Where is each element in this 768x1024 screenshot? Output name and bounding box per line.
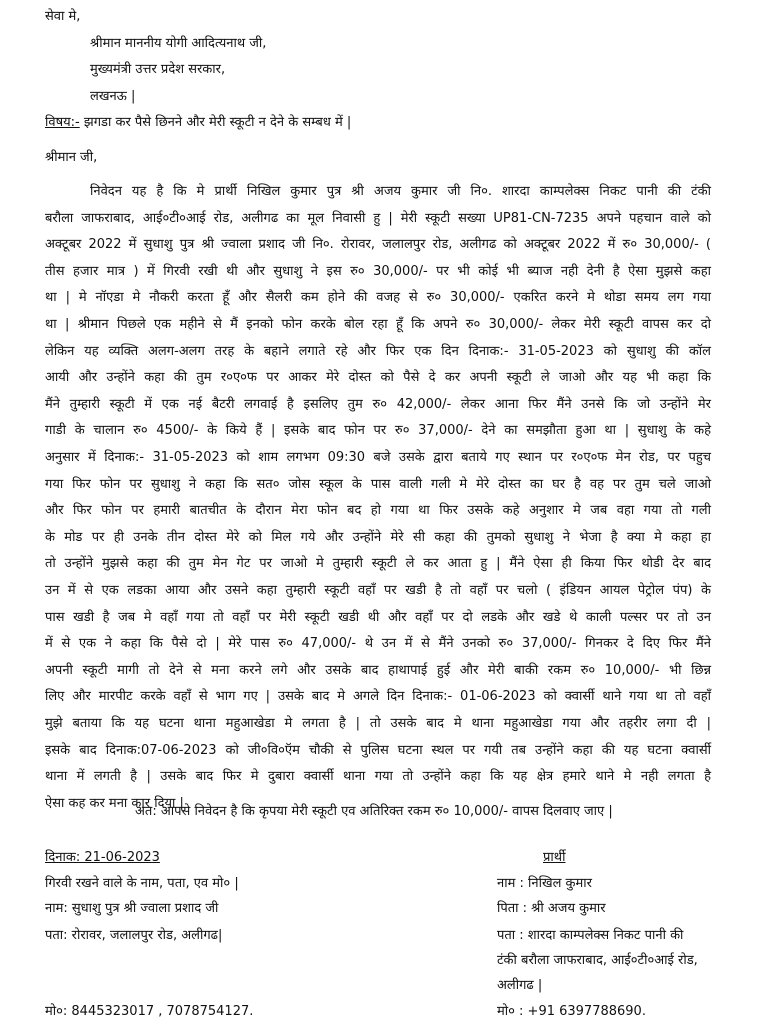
body-line: मैंने तुम्हारी स्कूटी में एक नई बैटरी लगवाई है इसलिए तुम रु० 42,000/- लेकर आना फिर मैंने उनसे कि जो उन्होंने मेर <box>45 397 711 412</box>
body-line: गाडी के चालान रु० 4500/- के किये हैं | इसके बाद फोन पर रु० 37,000/- देने का समझौता हुआ था | सुधाशु के कहे <box>45 423 711 438</box>
body-line: अपनी स्कूटी मागी तो देने से मना करने लगे और उसके बाद हाथापाई हुई और मेरी बाकी रकम रु० 10,000/- भी छिन्न <box>45 663 711 678</box>
body-line: था | मे नॉएडा मे नौकरी करता हूँ और सैलरी कम होने की वजह से रु० 30,000/- एकरित करने मे थोडा समय लग गया <box>45 290 711 305</box>
body-line: पास खडी है जब मे वहाँ गया तो वहाँ पर मेरी स्कूटी खडी थी और वहाँ पर दो लडके और खडे थे काली पल्सर पर तो उन <box>45 610 711 625</box>
body-line: लिए और मारपीट करके वहाँ से भाग गए | उसके बाद मे अगले दिन दिनाक:- 01-06-2023 को क्वार्सी थाने गया था तो वहाँ <box>45 689 711 704</box>
subject-label: विषय:- <box>45 115 80 130</box>
applicant-father: पिता : श्री अजय कुमार <box>497 901 606 916</box>
pledgee-address: पता: रोरावर, जलालपुर रोड, अलीगढ| <box>45 928 223 943</box>
body-line: मुझे बताया कि यह घटना थाना महुआखेडा मे लगता है | तो उसके बाद मे थाना महुआखेडा गया और तहरीर लगा दी | <box>45 716 711 731</box>
body-line: तो उन्होंने मुझसे कहा की तुम मेन गेट पर जाओ मे तुम्हारी स्कूटी ले कर आता हु | मैंने ऐसा ही किया फिर थोडी देर बाद <box>45 556 711 571</box>
recipient-line-1: श्रीमान माननीय योगी आदित्यनाथ जी, <box>90 36 267 51</box>
subject-line <box>45 114 351 132</box>
body-line: इसके बाद दिनाक:07-06-2023 को जी०वि०ऍम चौकी से पुलिस घटना स्थल पर गयी तब उन्होंने कहा की यह घटना क्वार्सी <box>45 743 711 758</box>
applicant-address-2: टंकी बरौला जाफराबाद, आई०टी०आई रोड, <box>497 953 698 968</box>
pledgee-mobile: मो०: 8445323017 , 7078754127. <box>45 1004 254 1019</box>
body-line: अक्टूबर 2022 में सुधाशु पुत्र श्री ज्वाला प्रशाद जी नि०. रोरावर, जलालपुर रोड, अलीगढ को अक्टूबर 2022 में रु० 30,000/- ( <box>45 237 711 252</box>
body-line: आयी और उन्होंने कहा की तुम र०ए०फ पर आकर मेरे दोस्त को पैसे दे कर अपनी स्कूटी ले जाओ और यह भी कहा कि <box>45 370 711 385</box>
subject-text: झगडा कर पैसे छिनने और मेरी स्कूटी न देने के सम्बध में | <box>79 115 352 130</box>
body-line: निवेदन यह है कि मे प्रार्थी निखिल कुमार पुत्र श्री अजय कुमार जी नि०. शारदा काम्पलेक्स निकट पानी की टंकी <box>90 184 711 199</box>
body-line: थाना में लगती है | उसके बाद फिर मे दुबारा क्वार्सी थाना गया तो उन्होंने कहा कि यह क्षेत्र हमारे थाने मे नही लगता है <box>45 769 711 784</box>
recipient-line-2: मुख्यमंत्री उत्तर प्रदेश सरकार, <box>90 62 226 77</box>
body-line: था | श्रीमान पिछले एक महीने से मैं इनको फोन करके बोल रहा हूँ कि अपने रु० 30,000/- लेकर मेरी स्कूटी वापस कर दो <box>45 317 711 332</box>
salutation: सेवा मे, <box>45 9 81 24</box>
applicant-heading: प्रार्थी <box>543 850 566 865</box>
body-line: उन में से एक लडका आया और उसने कहा तुम्हारी स्कूटी वहाँ पर खडी है तो वहाँ पर चलो ( इंडियन आयल पेट्रोल पंप) के <box>45 583 711 598</box>
body-line: तीस हजार मात्र ) में गिरवी रखी थी और सुधाशु ने इस रु० 30,000/- पर भी कोई भी ब्याज नही देनी है ऐसा मुझसे कहा <box>45 264 711 279</box>
applicant-name: नाम : निखिल कुमार <box>497 876 592 891</box>
applicant-address-3: अलीगढ | <box>497 978 543 993</box>
body-line: और फिर फोन पर हमारी बातचीत के दौरान मेरा फोन बद हो गया था फिर उसके कहे अनुशार मे जब वहा गया तो गली <box>45 503 711 518</box>
pledgee-name: नाम: सुधाशु पुत्र श्री ज्वाला प्रशाद जी <box>45 901 219 916</box>
request-line: अत: आपसे निवेदन है कि कृपया मेरी स्कूटी एव अतिरिक्त रकम रु० 10,000/- वापस दिलवाए जाए | <box>135 804 613 819</box>
date-line: दिनाक: 21-06-2023 <box>45 850 160 865</box>
applicant-address-1: पता : शारदा काम्पलेक्स निकट पानी की <box>497 928 684 943</box>
body-line: गया फिर फोन पर सुधाशु ने कहा कि सत० जोस स्कूल के पास वाली गली मे मेरे दोस्त का घर है वह पर तुम चले जाओ <box>45 477 711 492</box>
applicant-mobile: मो० : +91 6397788690. <box>497 1004 646 1019</box>
body-line: ऐसा कह कर मना कार दिया | <box>45 796 184 811</box>
recipient-line-3: लखनऊ | <box>90 89 136 104</box>
body-line: लेकिन यह व्यक्ति अलग-अलग तरह के बहाने लगाते रहे और फिर एक दिन दिनाक:- 31-05-2023 को सुधाशु की कॉल <box>45 344 711 359</box>
body-line: में से एक ने कहा कि पैसे दो | मेरे पास रु० 47,000/- थे उन में से मैंने उनको रु० 37,000/- गिनकर दे दिए फिर मैंने <box>45 636 711 651</box>
body-line: के मोड पर ही उनके तीन दोस्त मेरे को मिल गये और उन्होंने मेरे सी कहा की तुमको सुधाशु ने भेजा है क्या मे कहा हा <box>45 530 711 545</box>
greeting: श्रीमान जी, <box>45 150 98 165</box>
body-line: बरौला जाफराबाद, आई०टी०आई रोड, अलीगढ का मूल निवासी हु | मेरी स्कूटी सख्या UP81-CN-7235 अपने पहचान वाले को <box>45 211 711 226</box>
pledgee-intro: गिरवी रखने वाले के नाम, पता, एव मो० | <box>45 876 239 891</box>
body-line: अनुसार में दिनाक:- 31-05-2023 को शाम लगभग 09:30 बजे उसके द्वारा बताये गए स्थान पर र०ए०फ मेन रोड, पर पहुच <box>45 450 711 465</box>
